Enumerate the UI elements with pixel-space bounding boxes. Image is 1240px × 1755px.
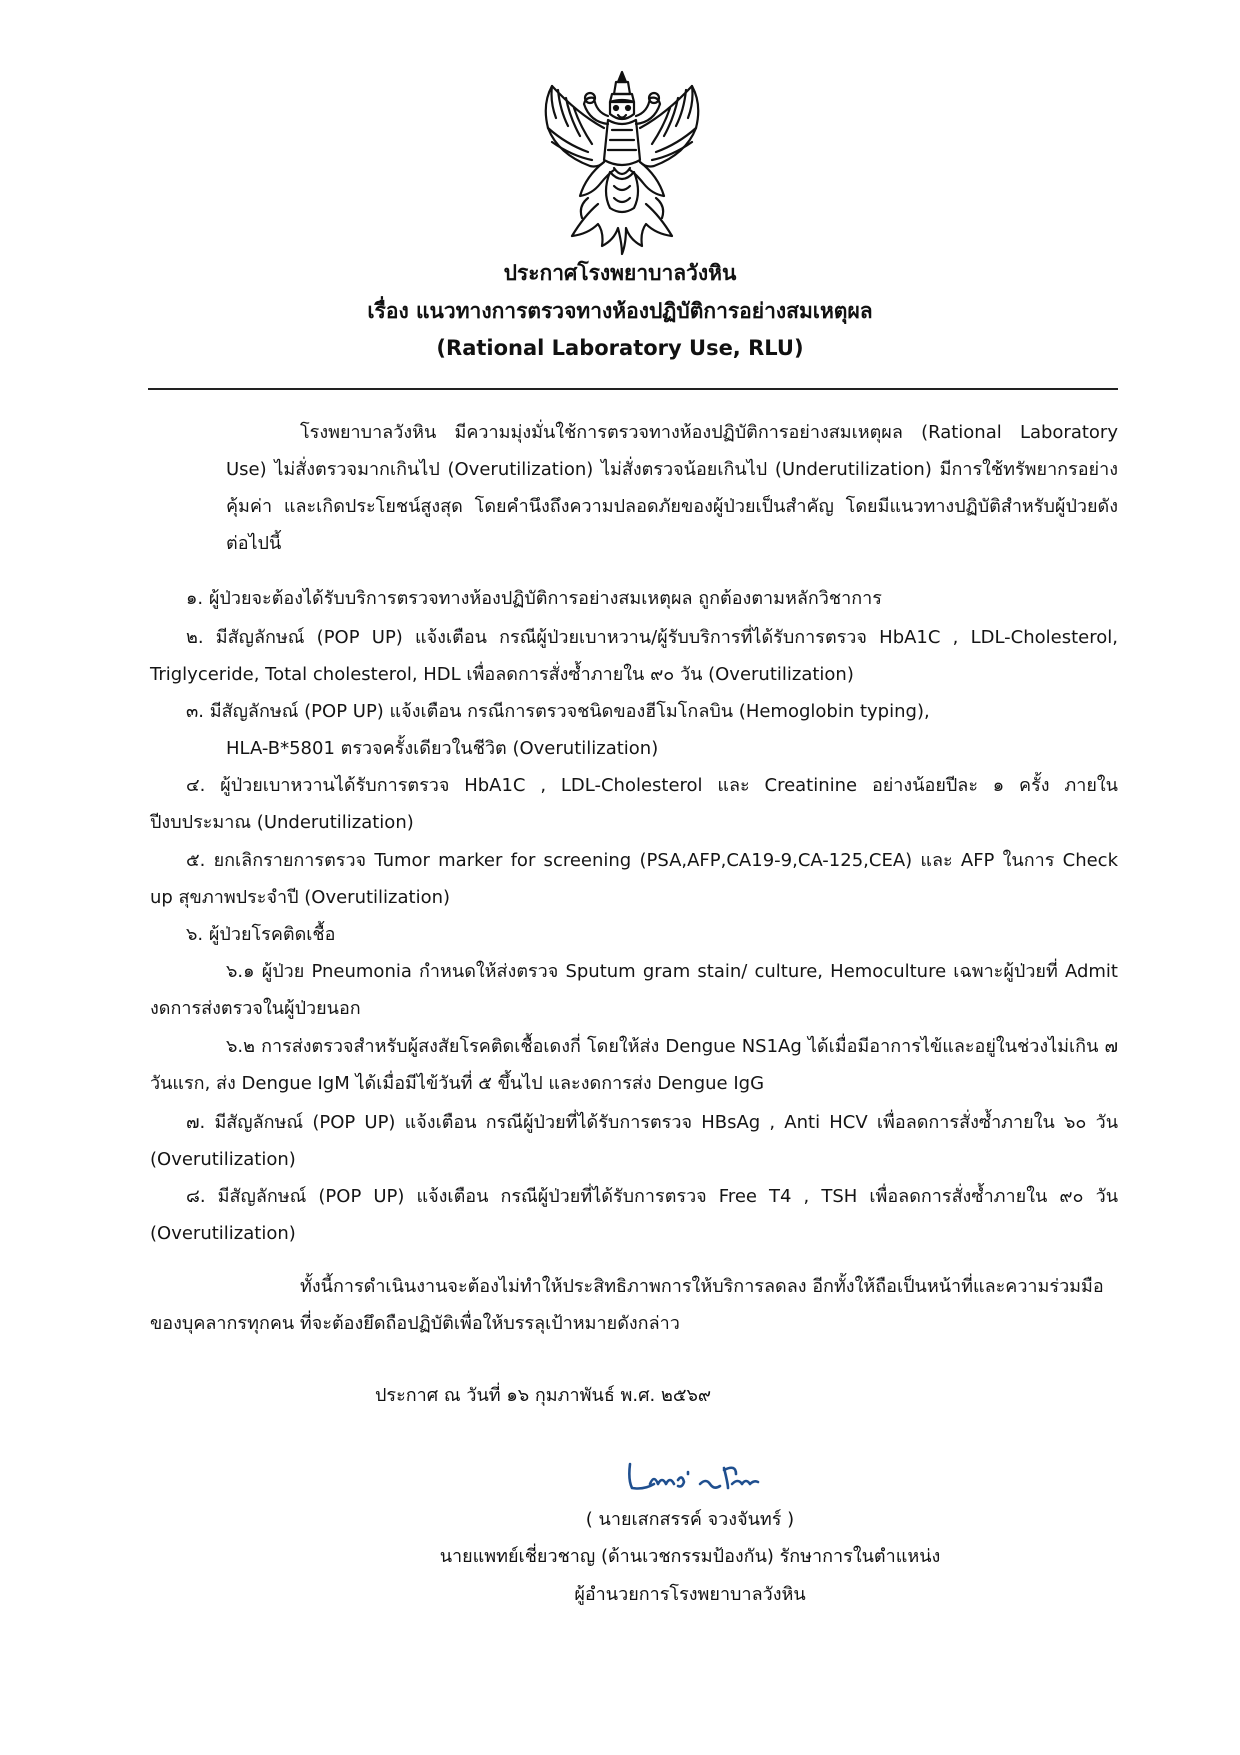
header-divider [148, 388, 1118, 390]
guideline-item-8: ๘. มีสัญลักษณ์ (POP UP) แจ้งเตือน กรณีผู้ป่วยที่ได้รับการตรวจ Free T4 , TSH เพื่อลดการสั่งซ้ำภายใน ๙๐ วัน (Overutilization) [150, 1186, 1118, 1244]
signatory-position: นายแพทย์เชี่ยวชาญ (ด้านเวชกรรมป้องกัน) รักษาการในตำแหน่ง [439, 1546, 941, 1567]
announcement-heading: ประกาศโรงพยาบาลวังหิน [503, 261, 737, 285]
handwritten-signature [624, 1454, 762, 1498]
guideline-item-6: ๖. ผู้ป่วยโรคติดเชื้อ [186, 924, 336, 945]
intro-paragraph: โรงพยาบาลวังหิน มีความมุ่งมั่นใช้การตรวจทางห้องปฏิบัติการอย่างสมเหตุผล (Rational Laboratory Use) ไม่สั่งตรวจมากเกินไป (Overutilization) ไม่สั่งตรวจน้อยเกินไป (Underutilization) มีการใช้ทรัพยากรอย่างคุ้มค่า และเกิดประโยชน์สูงสุด โดยคำนึงถึงความปลอดภัยของผู้ป่วยเป็นสำคัญ โดยมีแนวทางปฏิบัติสำหรับผู้ป่วยดังต่อไปนี้ [226, 422, 1118, 554]
garuda-emblem-icon [538, 68, 706, 258]
guideline-item-4: ๔. ผู้ป่วยเบาหวานได้รับการตรวจ HbA1C , LDL-Cholesterol และ Creatinine อย่างน้อยปีละ ๑ ครั้ง ภายในปีงบประมาณ (Underutilization) [150, 775, 1118, 833]
guideline-item-7: ๗. มีสัญลักษณ์ (POP UP) แจ้งเตือน กรณีผู้ป่วยที่ได้รับการตรวจ HBsAg , Anti HCV เพื่อลดการสั่งซ้ำภายใน ๖๐ วัน (Overutilization) [150, 1112, 1118, 1170]
guideline-item-6-2: ๖.๒ การส่งตรวจสำหรับผู้สงสัยโรคติดเชื้อเดงกี่ โดยให้ส่ง Dengue NS1Ag ได้เมื่อมีอาการไข้และอยู่ในช่วงไม่เกิน ๗ วันแรก, ส่ง Dengue IgM ได้เมื่อมีไข้วันที่ ๕ ขึ้นไป และงดการส่ง Dengue IgG [150, 1036, 1118, 1094]
guideline-item-2: ๒. มีสัญลักษณ์ (POP UP) แจ้งเตือน กรณีผู้ป่วยเบาหวาน/ผู้รับบริการที่ได้รับการตรวจ HbA1C , LDL-Cholesterol, Triglyceride, Total cholesterol, HDL เพื่อลดการสั่งซ้ำภายใน ๙๐ วัน (Overutilization) [150, 627, 1118, 685]
signatory-name: ( นายเสกสรรค์ จวงจันทร์ ) [585, 1509, 795, 1530]
announcement-date: ประกาศ ณ วันที่ ๑๖ กุมภาพันธ์ พ.ศ. ๒๕๖๙ [375, 1385, 712, 1406]
announcement-subtitle: (Rational Laboratory Use, RLU) [436, 336, 804, 360]
guideline-item-3-continued: HLA-B*5801 ตรวจครั้งเดียวในชีวิต (Overutilization) [226, 738, 659, 759]
announcement-subject: เรื่อง แนวทางการตรวจทางห้องปฏิบัติการอย่างสมเหตุผล [367, 299, 873, 323]
closing-paragraph: ทั้งนี้การดำเนินงานจะต้องไม่ทำให้ประสิทธิภาพการให้บริการลดลง อีกทั้งให้ถือเป็นหน้าที่และความร่วมมือของบุคลากรทุกคน ที่จะต้องยึดถือปฏิบัติเพื่อให้บรรลุเป้าหมายดังกล่าว [150, 1276, 1104, 1334]
guideline-item-6-1: ๖.๑ ผู้ป่วย Pneumonia กำหนดให้ส่งตรวจ Sputum gram stain/ culture, Hemoculture เฉพาะผู้ป่วยที่ Admit งดการส่งตรวจในผู้ป่วยนอก [150, 961, 1118, 1019]
signatory-office: ผู้อำนวยการโรงพยาบาลวังหิน [574, 1584, 806, 1605]
guideline-item-3: ๓. มีสัญลักษณ์ (POP UP) แจ้งเตือน กรณีการตรวจชนิดของฮีโมโกลบิน (Hemoglobin typing), [186, 701, 930, 722]
guideline-item-1: ๑. ผู้ป่วยจะต้องได้รับบริการตรวจทางห้องปฏิบัติการอย่างสมเหตุผล ถูกต้องตามหลักวิชาการ [186, 588, 882, 609]
guideline-item-5: ๕. ยกเลิกรายการตรวจ Tumor marker for screening (PSA,AFP,CA19-9,CA-125,CEA) และ AFP ในการ Check up สุขภาพประจำปี (Overutilization) [150, 850, 1118, 908]
